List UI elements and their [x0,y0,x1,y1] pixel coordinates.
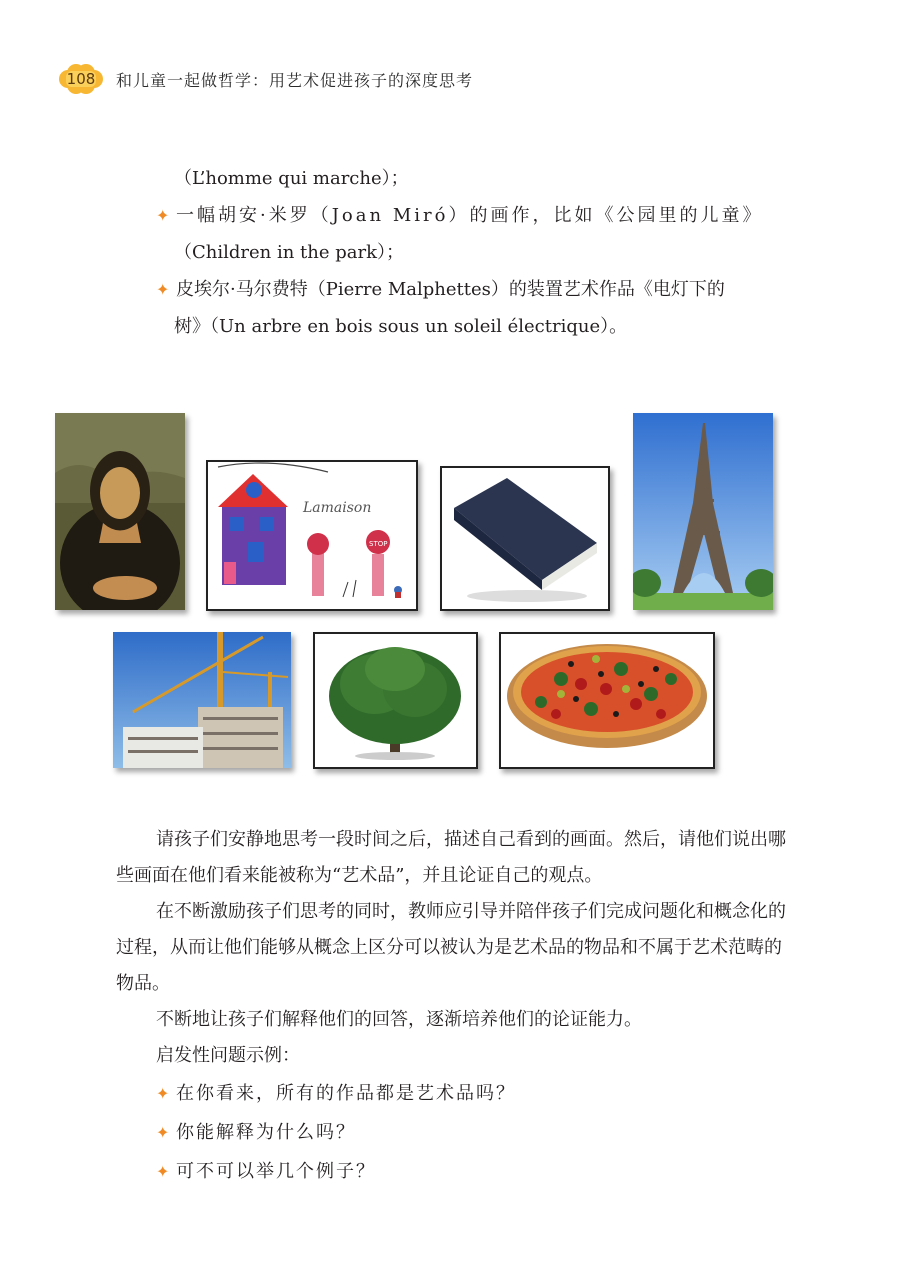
questions-list [116,1074,786,1191]
list-continuation: （L’homme qui marche）； [174,168,409,189]
body-text [116,822,786,1191]
question-item [156,1074,786,1113]
eiffel-tower [633,413,773,610]
questions-heading: 启发性问题示例： [156,1045,300,1066]
star-bullet-icon: ✦ [156,206,170,225]
child-drawing [206,460,418,611]
book-title: 和儿童一起做哲学：用艺术促进孩子的深度思考 [116,70,474,90]
construction-crane-site [113,632,291,768]
tree [313,632,478,769]
page-number: 108 [66,70,96,88]
running-header [58,64,473,94]
list-item-text-cont: （Children in the park）； [174,242,405,263]
star-bullet-icon: ✦ [156,1162,170,1181]
list-item [156,271,796,308]
list-item-text-cont: 树》（Un arbre en bois sous un soleil électrique）。 [174,316,628,337]
star-bullet-icon: ✦ [156,1123,170,1142]
paragraph: 请孩子们安静地思考一段时间之后，描述自己看到的画面。然后，请他们说出哪些画面在他们看来能被称为“艺术品”，并且论证自己的观点。 [116,829,786,886]
question-item [156,1113,786,1152]
question-item [156,1152,786,1191]
question-text: 可不可以举几个例子？ [176,1161,376,1182]
pizza [499,632,715,769]
paragraph: 不断地让孩子们解释他们的回答，逐渐培养他们的论证能力。 [156,1009,642,1030]
list-item-text: 皮埃尔·马尔费特（Pierre Malphettes）的装置艺术作品《电灯下的 [176,279,725,300]
blue-book [440,466,610,611]
page-number-badge [58,64,104,94]
mona-lisa-painting [55,413,185,610]
artwork-list [156,160,796,345]
star-bullet-icon: ✦ [156,1084,170,1103]
star-bullet-icon: ✦ [156,280,170,299]
svg-text:STOP: STOP [369,540,388,548]
list-item [156,197,796,234]
list-item-text: 一幅胡安·米罗（Joan Miró）的画作，比如《公园里的儿童》 [176,205,764,226]
svg-text:Lamaison: Lamaison [303,500,372,516]
question-text: 你能解释为什么吗？ [176,1122,356,1143]
question-text: 在你看来，所有的作品都是艺术品吗？ [176,1083,516,1104]
paragraph: 在不断激励孩子们思考的同时，教师应引导并陪伴孩子们完成问题化和概念化的过程，从而让他们能够从概念上区分可以被认为是艺术品的物品和不属于艺术范畴的物品。 [116,901,786,994]
